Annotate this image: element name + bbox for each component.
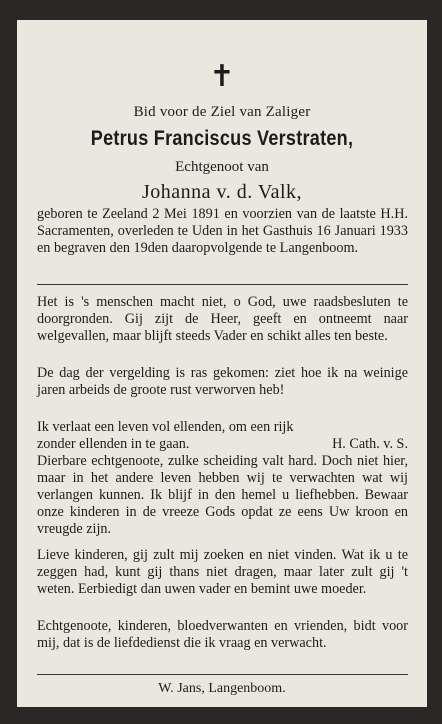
paragraph-2: De dag der vergelding is ras gekomen: ziet hoe ik na weinige jaren arbeids de groote rust verworven heb! bbox=[37, 365, 408, 399]
cross-icon: ✝ bbox=[209, 59, 235, 94]
memorial-card bbox=[17, 20, 427, 707]
divider-bottom bbox=[37, 674, 408, 675]
quote bbox=[37, 419, 408, 453]
paragraph-3: Dierbare echtgenoote, zulke scheiding valt hard. Doch niet hier, maar in het andere leven hebben wij te verwachten wat wij verlangen kunnen. Ik blijf in den hemel u liefhebben. Bewaar onze kinderen in de vreeze Gods opdat ze eens Uw kroon en vreugde zijn. bbox=[37, 453, 408, 538]
deceased-name: Petrus Franciscus Verstraten, bbox=[90, 127, 354, 150]
paragraph-5: Echtgenoote, kinderen, bloedverwanten en vrienden, bidt voor mij, dat is de liefdedienst die ik vraag en verwacht. bbox=[37, 618, 408, 652]
spouse-name: Johanna v. d. Valk, bbox=[141, 181, 303, 203]
quote-attribution: H. Cath. v. S. bbox=[332, 436, 408, 453]
spouse-label: Echtgenoot van bbox=[175, 159, 269, 175]
paragraph-1: Het is 's menschen macht niet, o God, uwe raadsbesluten te doorgronden. Gij zijt de Heer, geeft en ontneemt naar welgevallen, maar blijft steeds Vader en schikt alles ten beste. bbox=[37, 294, 408, 345]
printer-credit: W. Jans, Langenboom. bbox=[158, 681, 286, 696]
paragraph-4: Lieve kinderen, gij zult mij zoeken en niet vinden. Wat ik u te zeggen had, kunt gij thans niet dragen, maar later zult gij 't weten. Eerbiedigt dan uwen vader en bemint uwe moeder. bbox=[37, 547, 408, 598]
biography: geboren te Zeeland 2 Mei 1891 en voorzien van de laatste H.H. Sacramenten, overleden te Uden in het Gasthuis 16 Januari 1933 en begraven den 19den daaropvolgende te Langenboom. bbox=[37, 206, 408, 257]
quote-line-2 bbox=[37, 436, 408, 453]
quote-line-1: Ik verlaat een leven vol ellenden, om een rijk bbox=[37, 419, 294, 435]
quote-line-2-text: zonder ellenden in te gaan. bbox=[37, 436, 190, 453]
prayer-prefix: Bid voor de Ziel van Zaliger bbox=[133, 104, 311, 120]
divider-top bbox=[37, 284, 408, 285]
